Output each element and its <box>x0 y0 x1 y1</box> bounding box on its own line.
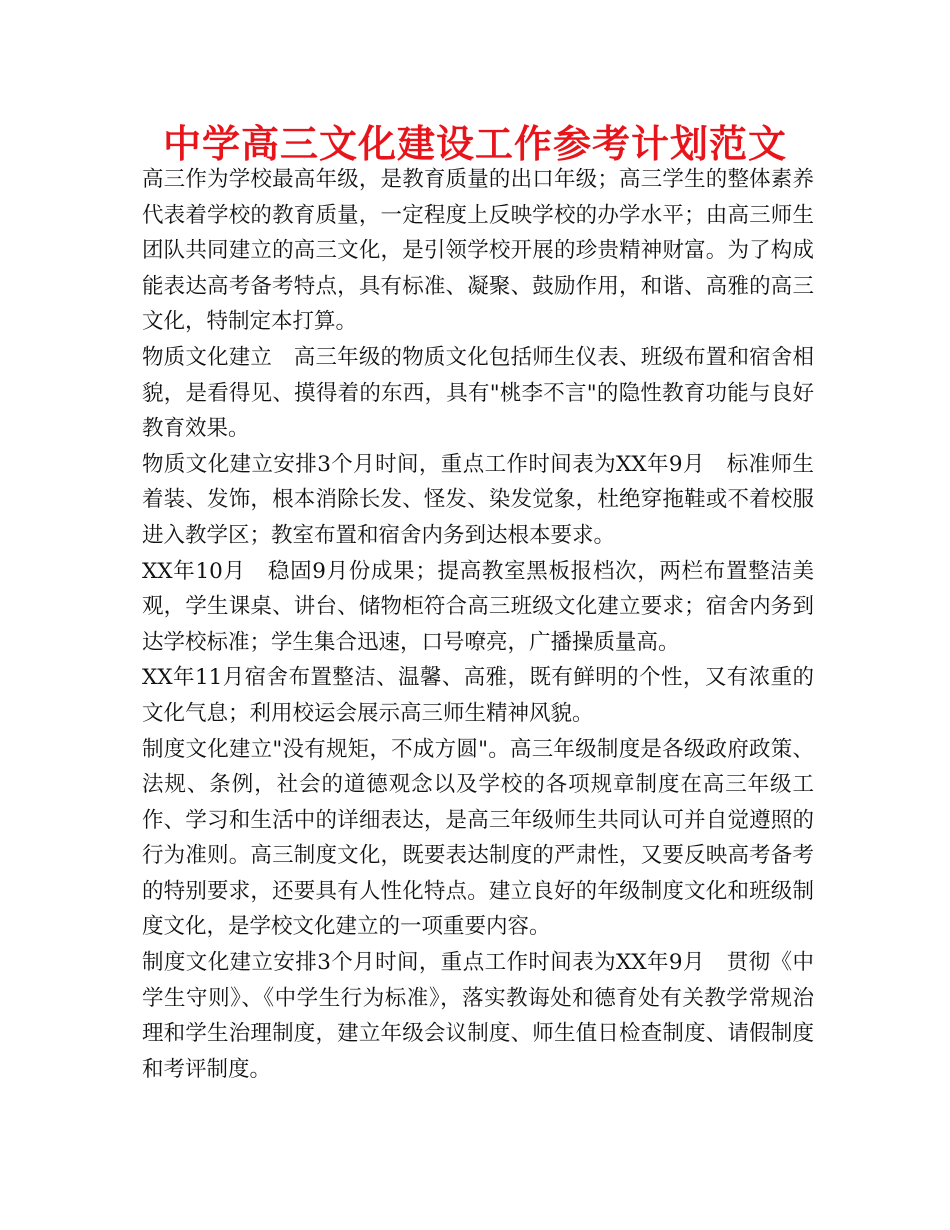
paragraph-material-schedule: 物质文化建立安排3个月时间，重点工作时间表为XX年9月 标准师生着装、发饰，根本消除长发、怪发、染发觉象，杜绝穿拖鞋或不着校服进入教学区；教室布置和宿舍内务到达根本要求。 <box>142 451 814 548</box>
document-title: 中学高三文化建设工作参考计划范文 <box>162 122 787 166</box>
paragraph-intro: 高三作为学校最高年级，是教育质量的出口年级；高三学生的整体素养代表着学校的教育质量，一定程度上反映学校的办学水平；由高三师生团队共同建立的高三文化，是引领学校开展的珍贵精神财富。为了构成能表达高考备考特点，具有标准、凝聚、鼓励作用，和谐、高雅的高三文化，特制定本打算。 <box>142 167 814 335</box>
paragraph-system-schedule: 制度文化建立安排3个月时间，重点工作时间表为XX年9月 贯彻《中学生守则》、《中学生行为标准》，落实教诲处和德育处有关教学常规治理和学生治理制度，建立年级会议制度、师生值日检查制度、请假制度和考评制度。 <box>142 950 814 1082</box>
paragraph-november: XX年11月宿舍布置整洁、温馨、高雅，既有鲜明的个性，又有浓重的文化气息；利用校运会展示高三师生精神风貌。 <box>142 665 814 726</box>
paragraph-material-culture: 物质文化建立 高三年级的物质文化包括师生仪表、班级布置和宿舍相貌，是看得见、摸得着的东西，具有"桃李不言"的隐性教育功能与良好教育效果。 <box>142 344 814 442</box>
document-body <box>142 162 814 1087</box>
paragraph-october: XX年10月 稳固9月份成果；提高教室黑板报档次，两栏布置整洁美观，学生课桌、讲台、储物柜符合高三班级文化建立要求；宿舍内务到达学校标准；学生集合迅速，口号嘹亮，广播操质量高。 <box>142 558 814 655</box>
paragraph-system-culture: 制度文化建立"没有规矩，不成方圆"。高三年级制度是各级政府政策、法规、条例，社会的道德观念以及学校的各项规章制度在高三年级工作、学习和生活中的详细表达，是高三年级师生共同认可并自觉遵照的行为准则。高三制度文化，既要表达制度的严肃性，又要反映高考备考的特别要求，还要具有人性化特点。建立良好的年级制度文化和班级制度文化，是学校文化建立的一项重要内容。 <box>142 736 814 940</box>
